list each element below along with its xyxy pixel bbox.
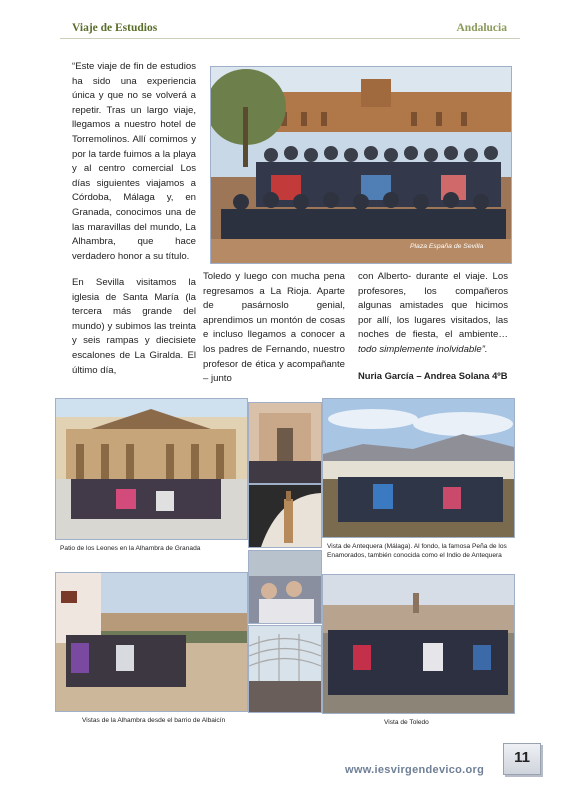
photo-antequera <box>322 398 515 538</box>
photo-plaza-espana <box>210 66 512 264</box>
article-sevilla: En Sevilla visitamos la iglesia de Santa María (la tercera más grande del mundo) y subimos las treinta y seis rampas y diecisiete escalones de La Giralda. El último día, <box>72 277 196 376</box>
footer-url[interactable]: www.iesvirgendevico.org <box>345 764 485 776</box>
article-closing: con Alberto- durante el viaje. Los profesores, los compañeros algunas amistades que hicimos por allí, los lugares visitados, las noches de fiesta, el ambiente… todo simplemente inolvidable”. <box>358 271 508 355</box>
photo-patio-leones <box>55 398 248 540</box>
photo-giralda <box>248 484 322 548</box>
photo-group-small <box>248 550 322 624</box>
header-title: Viaje de Estudios <box>72 22 158 34</box>
photo-setas-sevilla <box>248 625 322 713</box>
closing-quote: todo simplemente inolvidable”. <box>358 343 488 355</box>
article-signature: Nuria García – Andrea Solana 4ºB <box>358 370 508 381</box>
article-toledo: Toledo y luego con mucha pena regresamos a La Rioja. Aparte de pasárnoslo genial, aprendimos un montón de cosas e incluso llegamos a conocer a los padres de Fernando, nuestro profesor de ética y acompañante – junto <box>203 271 345 385</box>
header-divider <box>60 38 520 39</box>
photo-caption-sevilla: Plaza España de Sevilla <box>410 243 484 250</box>
article-intro: “Este viaje de fin de estudios ha sido una experiencia única y que no se volverá a repetir. Tras un largo viaje, llegamos a nuestro hotel de Torremolinos. Allí comimos y por la tarde fuimos a la playa y al centro comercial Los días siguientes viajamos a Córdoba, Málaga y, en Granada, conocimos una de las maravillas del mundo, La Alhambra, que hace verdadero honor a su título. <box>72 61 196 262</box>
photo-caption-toledo: Vista de Toledo <box>384 719 429 726</box>
header-section: Andalucia <box>456 22 507 34</box>
photo-caption-antequera: Vista de Antequera (Málaga). Al fondo, la famosa Peña de los Enamorados, también conocida como el Indio de Antequera <box>327 543 507 559</box>
page-number-box <box>503 743 541 775</box>
photo-caption-alhambra: Vistas de la Alhambra desde el barrio de Albaicín <box>82 717 226 724</box>
photo-caption-leones: Patio de los Leones en la Alhambra de Granada <box>60 545 201 552</box>
photo-building <box>248 402 322 484</box>
page-number: 11 <box>514 749 530 766</box>
photo-toledo <box>322 574 515 714</box>
photo-alhambra-albaicin <box>55 572 248 712</box>
